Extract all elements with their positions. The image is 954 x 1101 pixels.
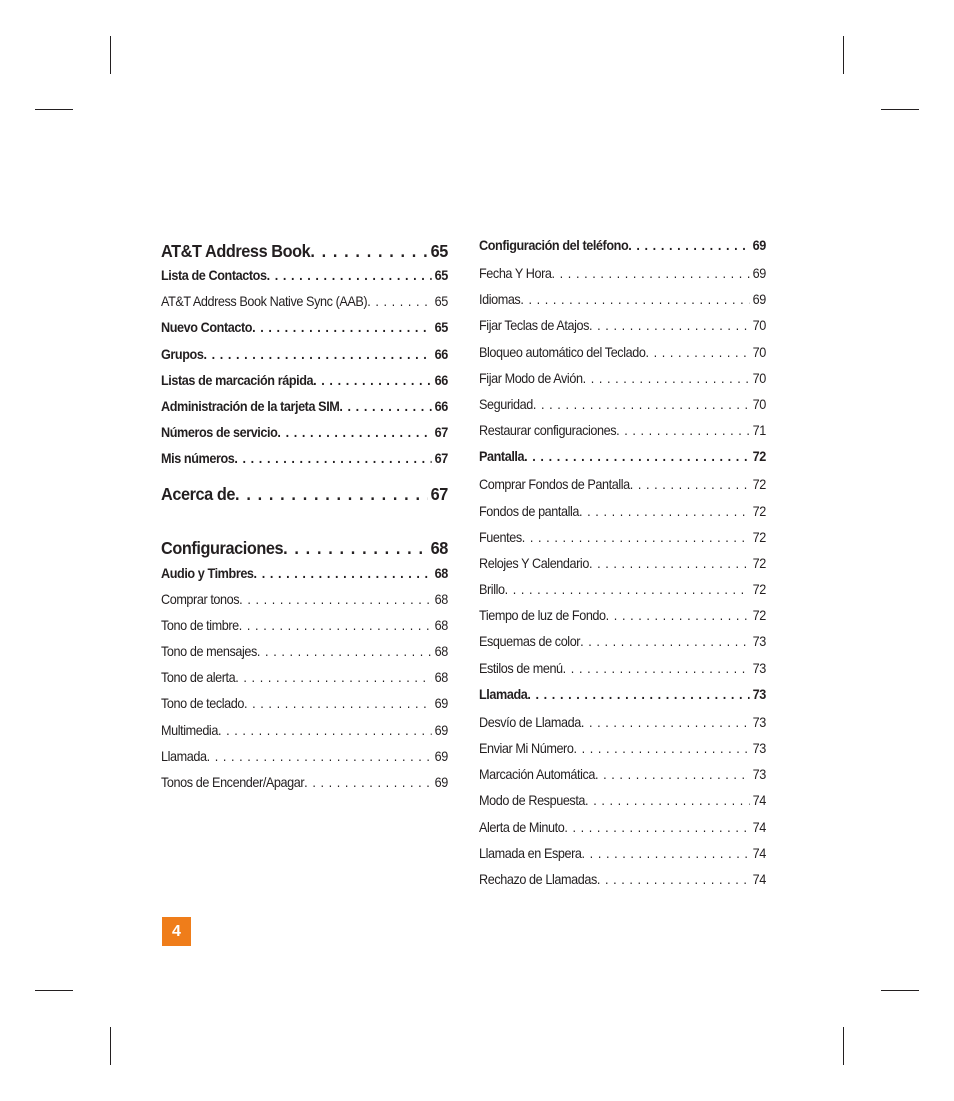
toc-entry-page: 70 <box>752 344 766 360</box>
toc-entry-label: Llamada <box>161 748 207 764</box>
toc-entry-page: 68 <box>434 670 448 686</box>
dot-leader <box>630 477 750 492</box>
toc-entry-page: 72 <box>752 582 766 598</box>
toc-entry-restaurar-configuraciones[interactable] <box>479 423 766 449</box>
toc-entry-label: Modo de Respuesta <box>479 793 586 809</box>
toc-entry-configuracion-del-telefono[interactable] <box>479 238 766 266</box>
toc-entry-fijar-modo-de-avion[interactable] <box>479 371 766 397</box>
toc-entry-page: 69 <box>434 748 448 764</box>
toc-entry-tono-de-alerta[interactable] <box>161 670 448 696</box>
toc-entry-page: 65 <box>434 320 448 336</box>
dot-leader <box>589 556 750 571</box>
dot-leader <box>505 582 750 597</box>
dot-leader <box>257 644 432 659</box>
dot-leader <box>207 749 432 764</box>
dot-leader <box>645 345 749 360</box>
toc-entry-page: 68 <box>430 538 448 558</box>
toc-entry-marcacion-automatica[interactable] <box>479 767 766 793</box>
toc-entry-page: 72 <box>752 608 766 624</box>
toc-entry-relojes-y-calendario[interactable] <box>479 556 766 582</box>
toc-entry-label: Relojes Y Calendario <box>479 555 589 571</box>
toc-entry-page: 68 <box>434 617 448 633</box>
toc-entry-page: 65 <box>434 294 448 310</box>
toc-entry-label: Tono de mensajes <box>161 644 257 660</box>
toc-entry-fondos-de-pantalla[interactable] <box>479 504 766 530</box>
toc-entry-page: 73 <box>752 660 766 676</box>
dot-leader <box>606 608 750 623</box>
dot-leader <box>582 846 750 861</box>
toc-entry-label: Tono de timbre <box>161 617 239 633</box>
toc-entry-desvio-de-llamada[interactable] <box>479 715 766 741</box>
dot-leader <box>573 741 749 756</box>
dot-leader <box>203 347 431 362</box>
dot-leader <box>254 566 432 581</box>
crop-mark-top-right-vertical <box>843 36 844 74</box>
toc-entry-comprar-fondos-de-pantalla[interactable] <box>479 477 766 503</box>
dot-leader <box>267 268 432 283</box>
toc-entry-multimedia[interactable] <box>161 723 448 749</box>
toc-entry-page: 74 <box>752 845 766 861</box>
toc-entry-page: 73 <box>752 741 766 756</box>
dot-leader <box>283 538 428 559</box>
dot-leader <box>589 318 750 333</box>
toc-entry-page: 72 <box>752 555 766 571</box>
toc-entry-label: Restaurar configuraciones <box>479 423 617 439</box>
toc-entry-label: Multimedia <box>161 722 218 738</box>
toc-entry-label: Fecha Y Hora <box>479 266 552 281</box>
toc-entry-alerta-de-minuto[interactable] <box>479 820 766 846</box>
dot-leader <box>339 399 431 414</box>
toc-entry-tono-de-teclado[interactable] <box>161 696 448 722</box>
toc-entry-page: 74 <box>752 819 766 835</box>
toc-entry-seguridad[interactable] <box>479 397 766 423</box>
toc-entry-pantalla[interactable] <box>479 449 766 477</box>
toc-entry-page: 67 <box>434 451 448 467</box>
toc-right-column <box>479 238 766 898</box>
toc-entry-page: 69 <box>434 775 448 790</box>
toc-entry-tono-de-timbre[interactable] <box>161 618 448 644</box>
toc-entry-page: 72 <box>752 503 766 519</box>
page-number-badge: 4 <box>162 917 191 946</box>
toc-entry-label: Idiomas <box>479 292 521 308</box>
toc-entry-lista-de-contactos[interactable] <box>161 268 448 294</box>
toc-entry-page: 73 <box>752 767 766 783</box>
dot-leader <box>277 425 431 440</box>
dot-leader <box>563 661 750 676</box>
toc-entry-llamada[interactable] <box>479 687 766 715</box>
dot-leader <box>580 634 750 649</box>
toc-entry-page: 72 <box>752 477 766 493</box>
toc-entry-esquemas-de-color[interactable] <box>479 634 766 660</box>
toc-entry-mis-numeros[interactable] <box>161 451 448 477</box>
toc-entry-rechazo-de-llamadas[interactable] <box>479 872 766 898</box>
dot-leader <box>244 696 432 711</box>
toc-entry-label: Marcación Automática <box>479 767 596 783</box>
toc-entry-idiomas[interactable] <box>479 292 766 318</box>
toc-entry-acerca-de[interactable] <box>161 478 448 512</box>
toc-entry-page: 69 <box>752 238 766 253</box>
toc-entry-label: Tono de alerta <box>161 670 236 686</box>
toc-entry-label: Audio y Timbres <box>161 565 254 581</box>
toc-entry-label: AT&T Address Book Native Sync (AAB) <box>161 294 368 310</box>
dot-leader <box>235 670 432 685</box>
dot-leader <box>533 397 750 412</box>
crop-mark-top-left-horizontal <box>35 109 73 110</box>
toc-entry-page: 69 <box>752 292 766 308</box>
toc-entry-bloqueo-automatico-del-teclado[interactable] <box>479 345 766 371</box>
toc-entry-label: Comprar tonos <box>161 591 240 607</box>
toc-entry-listas-de-marcacion-rapida[interactable] <box>161 373 448 399</box>
toc-entry-page: 74 <box>752 793 766 809</box>
toc-entry-page: 73 <box>752 634 766 650</box>
dot-leader <box>579 504 750 519</box>
toc-entry-nuevo-contacto[interactable] <box>161 320 448 346</box>
dot-leader <box>310 241 428 262</box>
toc-entry-page: 69 <box>434 722 448 738</box>
dot-leader <box>616 423 750 438</box>
dot-leader <box>313 373 432 388</box>
toc-entry-brillo[interactable] <box>479 582 766 608</box>
toc-entry-label: Mis números <box>161 451 235 467</box>
toc-entry-label: Nuevo Contacto <box>161 320 253 336</box>
dot-leader <box>522 530 750 545</box>
toc-entry-administracion-de-la-tarjeta-sim[interactable] <box>161 399 448 425</box>
toc-entry-enviar-mi-numero[interactable] <box>479 741 766 767</box>
toc-entry-label: Llamada en Espera <box>479 845 582 861</box>
dot-leader <box>552 266 750 281</box>
toc-entry-page: 71 <box>752 423 766 439</box>
toc-entry-fecha-y-hora[interactable] <box>479 266 766 292</box>
toc-entry-llamada[interactable] <box>161 749 448 775</box>
toc-entry-estilos-de-menu[interactable] <box>479 661 766 687</box>
toc-entry-page: 70 <box>752 396 766 412</box>
toc-entry-label: Tonos de Encender/Apagar <box>161 775 305 790</box>
crop-mark-bottom-left-vertical <box>110 1027 111 1065</box>
toc-entry-label: AT&T Address Book <box>161 240 311 261</box>
toc-entry-tonos-de-encender-apagar[interactable] <box>161 775 448 801</box>
dot-leader <box>595 767 750 782</box>
dot-leader <box>597 872 750 887</box>
toc-entry-page: 65 <box>434 268 448 283</box>
dot-leader <box>628 238 750 253</box>
toc-entry-label: Administración de la tarjeta SIM <box>161 398 340 414</box>
dot-leader <box>524 449 750 464</box>
toc-entry-grupos[interactable] <box>161 347 448 373</box>
toc-entry-label: Esquemas de color <box>479 634 581 650</box>
toc-entry-tiempo-de-luz-de-fondo[interactable] <box>479 608 766 634</box>
toc-entry-tono-de-mensajes[interactable] <box>161 644 448 670</box>
toc-entry-label: Rechazo de Llamadas <box>479 871 597 887</box>
dot-leader <box>252 320 432 335</box>
toc-entry-label: Listas de marcación rápida <box>161 372 314 388</box>
toc-entry-page: 65 <box>430 240 448 261</box>
toc-entry-numeros-de-servicio[interactable] <box>161 425 448 451</box>
toc-entry-label: Seguridad <box>479 396 533 412</box>
toc-entry-page: 68 <box>434 591 448 607</box>
toc-entry-label: Pantalla <box>479 449 525 465</box>
toc-entry-page: 66 <box>434 346 448 362</box>
toc-entry-page: 67 <box>430 484 448 504</box>
dot-leader <box>527 687 750 702</box>
toc-entry-label: Estilos de menú <box>479 660 563 676</box>
toc-entry-label: Alerta de Minuto <box>479 819 565 835</box>
toc-entry-modo-de-respuesta[interactable] <box>479 793 766 819</box>
dot-leader <box>239 618 432 633</box>
toc-entry-label: Acerca de <box>161 484 236 504</box>
toc-entry-page: 73 <box>752 686 766 702</box>
toc-entry-label: Fijar Modo de Avión <box>479 370 583 386</box>
dot-leader <box>585 793 750 808</box>
toc-entry-llamada-en-espera[interactable] <box>479 846 766 872</box>
toc-left-column <box>161 236 448 801</box>
toc-entry-fijar-teclas-de-atajos[interactable] <box>479 318 766 344</box>
toc-entry-page: 74 <box>752 871 766 887</box>
dot-leader <box>218 723 432 738</box>
dot-leader <box>239 592 432 607</box>
dot-leader <box>235 484 428 505</box>
toc-entry-label: Números de servicio <box>161 425 278 441</box>
toc-entry-label: Enviar Mi Número <box>479 741 574 756</box>
dot-leader <box>583 371 750 386</box>
toc-entry-comprar-tonos[interactable] <box>161 592 448 618</box>
dot-leader <box>564 820 750 835</box>
crop-mark-top-left-vertical <box>110 36 111 74</box>
toc-entry-fuentes[interactable] <box>479 530 766 556</box>
toc-entry-label: Configuración del teléfono <box>479 238 629 253</box>
toc-entry-page: 72 <box>752 449 766 465</box>
toc-entry-label: Llamada <box>479 686 528 702</box>
toc-entry-at-t-address-book[interactable] <box>161 234 448 268</box>
section-spacer <box>161 512 448 532</box>
toc-entry-page: 69 <box>752 266 766 281</box>
toc-entry-label: Comprar Fondos de Pantalla <box>479 477 630 493</box>
toc-entry-page: 73 <box>752 714 766 730</box>
toc-entry-label: Fijar Teclas de Atajos <box>479 318 590 334</box>
toc-entry-label: Tiempo de luz de Fondo <box>479 608 606 624</box>
toc-entry-label: Bloqueo automático del Teclado <box>479 344 646 360</box>
toc-entry-label: Tono de teclado <box>161 696 245 712</box>
dot-leader <box>520 292 750 307</box>
crop-mark-bottom-right-vertical <box>843 1027 844 1065</box>
toc-entry-label: Brillo <box>479 582 505 598</box>
toc-entry-label: Grupos <box>161 346 204 362</box>
toc-entry-page: 66 <box>434 372 448 388</box>
dot-leader <box>304 775 432 790</box>
toc-entry-label: Desvío de Llamada <box>479 714 581 730</box>
toc-entry-label: Fondos de pantalla <box>479 503 580 519</box>
toc-entry-page: 69 <box>434 696 448 712</box>
toc-entry-at-t-address-book-native-sync-aab[interactable] <box>161 294 448 320</box>
toc-entry-page: 70 <box>752 370 766 386</box>
toc-entry-label: Lista de Contactos <box>161 268 267 283</box>
toc-entry-page: 72 <box>752 529 766 545</box>
dot-leader <box>234 451 432 466</box>
crop-mark-bottom-right-horizontal <box>881 990 919 991</box>
crop-mark-bottom-left-horizontal <box>35 990 73 991</box>
toc-entry-audio-y-timbres[interactable] <box>161 566 448 592</box>
toc-entry-configuraciones[interactable] <box>161 532 448 566</box>
toc-entry-label: Configuraciones <box>161 538 284 558</box>
toc-entry-page: 68 <box>434 644 448 660</box>
toc-entry-page: 68 <box>434 565 448 581</box>
crop-mark-top-right-horizontal <box>881 109 919 110</box>
toc-entry-page: 70 <box>752 318 766 334</box>
toc-entry-page: 67 <box>434 425 448 441</box>
dot-leader <box>581 715 750 730</box>
dot-leader <box>367 294 432 309</box>
toc-entry-page: 66 <box>434 398 448 414</box>
toc-entry-label: Fuentes <box>479 529 522 545</box>
